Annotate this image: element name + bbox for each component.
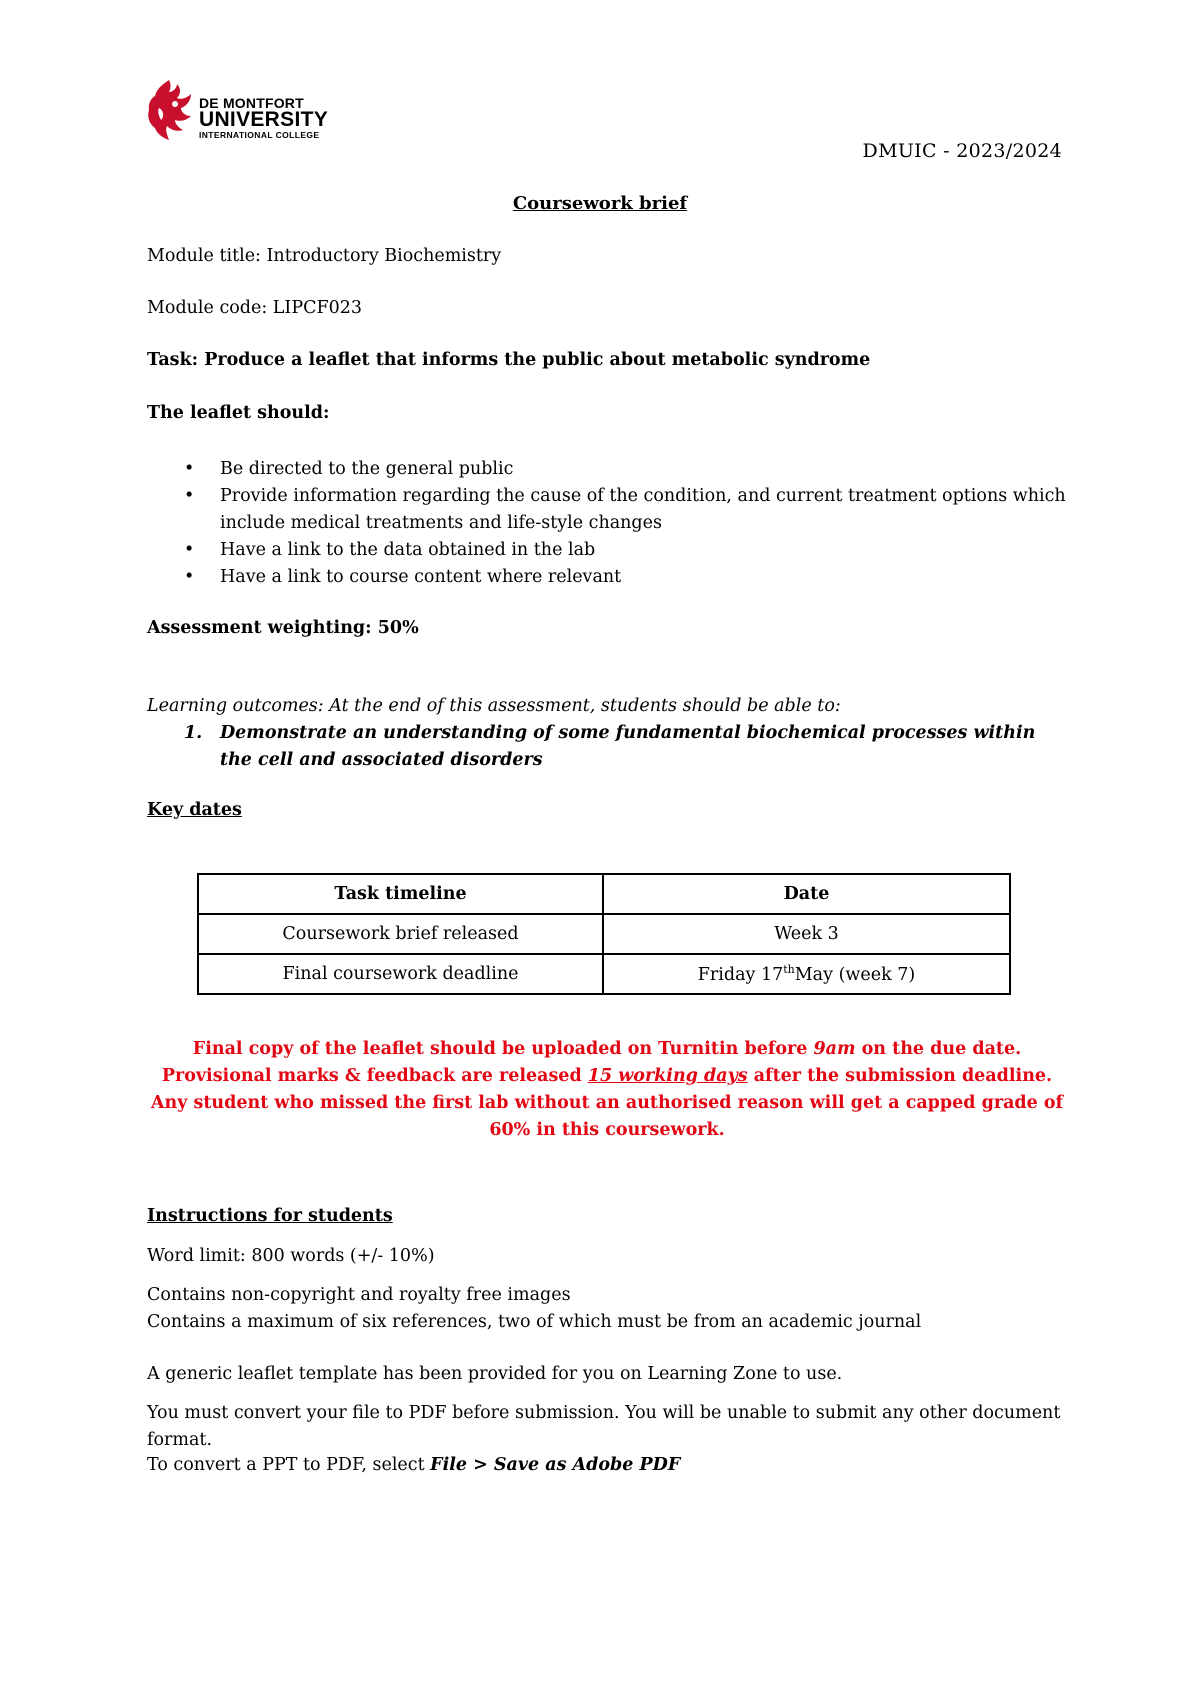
table-row (198, 954, 1010, 994)
table-cell: Week 3 (603, 914, 1010, 954)
table-cell: Final coursework deadline (198, 954, 603, 994)
key-dates-heading: Key dates (147, 800, 242, 820)
bullet-icon: • (184, 486, 195, 506)
module-code: Module code: LIPCF023 (147, 298, 363, 318)
learning-outcome-text: Demonstrate an understanding of some fundamental biochemical processes within the cell and associated disorders (220, 723, 1036, 770)
table-header-row (198, 874, 1010, 914)
academic-year-header: DMUIC - 2023/2024 (862, 140, 1062, 162)
contains-images-note: Contains non-copyright and royalty free images (147, 1285, 571, 1305)
task-statement: Task: Produce a leaflet that informs the public about metabolic syndrome (147, 350, 871, 370)
list-item: • Have a link to the data obtained in the lab (147, 537, 1067, 564)
ppt-conversion-instruction: To convert a PPT to PDF, select File > Save as Adobe PDF (147, 1455, 681, 1475)
key-dates-table (197, 873, 1011, 995)
bullet-icon: • (184, 567, 195, 587)
university-logo (145, 78, 365, 148)
bullet-icon: • (184, 540, 195, 560)
notice-line-2: Provisional marks & feedback are released 15 working days after the submission deadline. (161, 1066, 1053, 1086)
learning-outcome-number: 1. (184, 723, 203, 743)
logo-line-2: UNIVERSITY (199, 108, 329, 131)
submission-notice (147, 1036, 1067, 1144)
list-item: • Have a link to course content where relevant (147, 564, 1067, 591)
assessment-weighting: Assessment weighting: 50% (147, 618, 419, 638)
table-header-cell: Task timeline (198, 874, 603, 914)
word-limit: Word limit: 800 words (+/- 10%) (147, 1246, 435, 1266)
module-title: Module title: Introductory Biochemistry (147, 246, 502, 266)
learning-outcomes-intro: Learning outcomes: At the end of this assessment, students should be able to: (147, 696, 841, 716)
table-header-cell: Date (603, 874, 1010, 914)
table-cell: Friday 17thMay (week 7) (603, 954, 1010, 994)
contains-references-note: Contains a maximum of six references, two of which must be from an academic journal (147, 1312, 922, 1332)
table-row (198, 914, 1010, 954)
instructions-heading: Instructions for students (147, 1206, 393, 1226)
leaflet-requirements-list (147, 456, 1067, 591)
notice-line-1: Final copy of the leaflet should be uploaded on Turnitin before 9am on the due date. (192, 1039, 1022, 1059)
bullet-icon: • (184, 459, 195, 479)
document-title: Coursework brief (512, 193, 688, 214)
logo-wordmark (199, 96, 328, 140)
template-note: A generic leaflet template has been provided for you on Learning Zone to use. (147, 1364, 843, 1384)
lion-crest-icon (145, 78, 195, 142)
pdf-conversion-note: You must convert your file to PDF before submission. You will be unable to submit any other document format. (147, 1403, 1061, 1450)
list-item: • Provide information regarding the cause of the condition, and current treatment options which include medical treatments and life-style changes (147, 483, 1067, 537)
learning-outcome-item (147, 720, 1067, 774)
table-cell: Coursework brief released (198, 914, 603, 954)
logo-line-1: DE MONTFORT (199, 95, 304, 111)
leaflet-should-label: The leaflet should: (147, 403, 330, 423)
notice-line-3: Any student who missed the first lab without an authorised reason will get a capped grade of 60% in this coursework. (150, 1093, 1064, 1140)
list-item: • Be directed to the general public (147, 456, 1067, 483)
logo-line-3: INTERNATIONAL COLLEGE (199, 130, 320, 140)
